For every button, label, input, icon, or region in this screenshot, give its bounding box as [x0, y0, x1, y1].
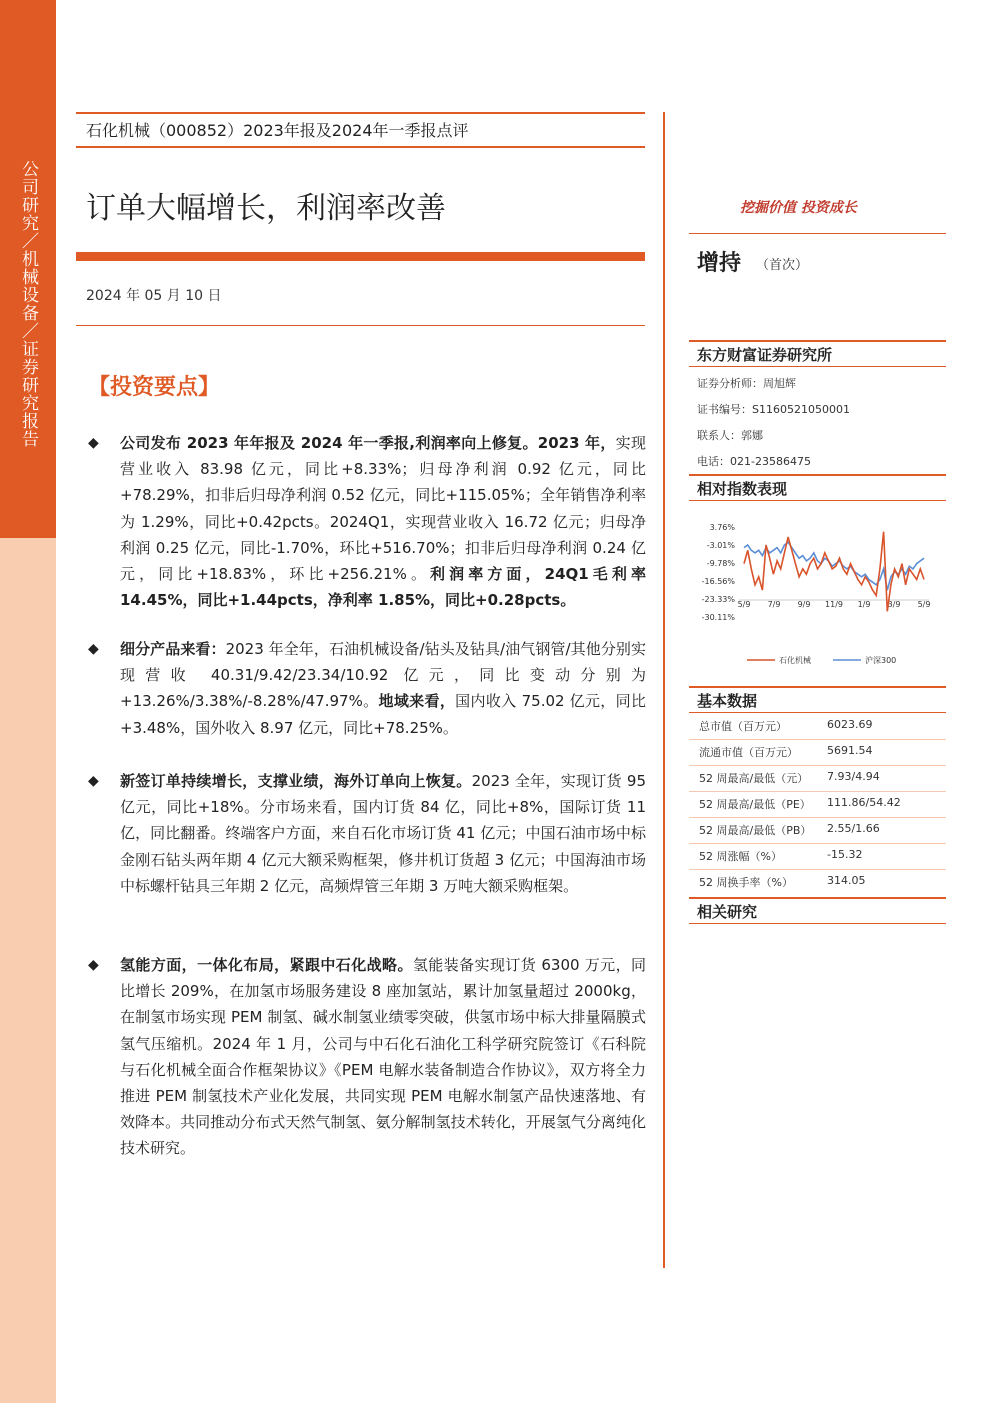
related-title: 相关研究: [697, 903, 758, 921]
y-tick-label: -16.56%: [701, 577, 735, 586]
cert-number: 证书编号：S1160521050001: [697, 403, 850, 416]
basic-rule: [689, 686, 946, 688]
chart-rule: [689, 474, 946, 476]
basic-data-key: 总市值（百万元）: [699, 720, 787, 733]
legend-label: 石化机械: [779, 656, 811, 665]
bullet-tail: 地域来看，: [378, 692, 456, 711]
basic-data-key: 52 周最高/最低（元）: [699, 772, 809, 785]
column-divider: [663, 112, 665, 1268]
header-rule-bottom: [76, 146, 645, 148]
basic-data-key: 52 周最高/最低（PB）: [699, 824, 812, 837]
page-title: 订单大幅增长，利润率改善: [86, 191, 446, 226]
basic-data-key: 52 周最高/最低（PE）: [699, 798, 811, 811]
basic-data-value: -15.32: [827, 848, 863, 861]
institute-name: 东方财富证券研究所: [697, 346, 833, 364]
sidebar-label: 公司研究／机械设备／证券研究报告: [18, 160, 38, 448]
report-subtitle: 石化机械（000852）2023年报及2024年一季报点评: [86, 121, 469, 140]
row-divider: [689, 765, 946, 766]
basic-data-value: 5691.54: [827, 744, 873, 757]
basic-rule-bottom: [689, 712, 946, 713]
date-rule: [76, 325, 645, 326]
bullet-lead: 氢能方面，一体化布局，紧跟中石化战略。: [120, 956, 413, 974]
diamond-icon: ◆: [88, 641, 99, 657]
bullet-body: 氢能装备实现订货 6300 万元，同比增长 209%，在加氢市场服务建设 8 座加氢站，累计加氢量超过 2000kg，在制氢市场实现 PEM 制氢、碱水制氢业绩零突破，供氢市场中标大排量隔膜式氢气压缩机。2024 年 1 月，公司与中石化石油化工科学研究院签订《石科院与石化机械全面合作框架协议》《PEM 电解水装备制造合作协议》，双方将全力推进 PEM 制氢技术产业化发展，共同实现 PEM 电解水制氢产品快速落地、有效降本。共同推动分布式天然气制氢、氨分解制氢技术转化，开展氢气分离纯化技术研究。: [120, 956, 646, 1158]
basic-data-value: 7.93/4.94: [827, 770, 880, 783]
rating-rule: [689, 233, 946, 234]
analyst: 证券分析师：周旭辉: [697, 377, 796, 390]
bullet-lead: 公司发布 2023 年年报及 2024 年一季报,利润率向上修复。2023 年，: [120, 434, 616, 452]
related-rule-bottom: [689, 923, 946, 924]
title-bar: [76, 252, 645, 261]
basic-data-key: 52 周换手率（%）: [699, 876, 793, 889]
x-tick-label: 3/9: [887, 600, 901, 609]
y-tick-label: 3.76%: [709, 523, 735, 532]
bullet-body: 2023 年全年，石油机械设备/钻头及钻具/油气钢管/其他分别实现营收 40.31/9.42/23.34/10.92 亿元，同比变动分别为+13.26%/3.38%/-8.28%/47.97%。: [120, 640, 646, 711]
y-tick-label: -30.11%: [701, 613, 735, 622]
x-tick-label: 5/9: [737, 600, 751, 609]
institute-rule: [689, 340, 946, 342]
bullet-item: [88, 636, 646, 741]
bullet-item: [88, 430, 646, 613]
bullet-body-2: 国内收入 75.02 亿元，同比+3.48%，国外收入 8.97 亿元，同比+78.25%。: [120, 692, 646, 737]
row-divider: [689, 869, 946, 870]
relative-index-chart: [689, 510, 946, 680]
y-tick-label: -9.78%: [706, 559, 735, 568]
institute-rule-bottom: [689, 366, 946, 367]
x-tick-label: 5/9: [917, 600, 931, 609]
bullet-tail: 利润率方面，24Q1毛利率 14.45%，同比+1.44pcts，净利率 1.85%，同比+0.28pcts。: [120, 565, 646, 610]
y-tick-label: -3.01%: [706, 541, 735, 550]
row-divider: [689, 817, 946, 818]
header-rule: [76, 112, 645, 114]
x-tick-label: 11/9: [825, 600, 843, 609]
bullet-lead: 细分产品来看：: [120, 640, 226, 658]
rating-label: 增持: [697, 251, 742, 276]
row-divider: [689, 739, 946, 740]
contact: 联系人：郭娜: [697, 429, 763, 442]
chart-rule-bottom: [689, 500, 946, 501]
basic-data-value: 2.55/1.66: [827, 822, 880, 835]
basic-data-value: 111.86/54.42: [827, 796, 901, 809]
row-divider: [689, 791, 946, 792]
related-rule: [689, 897, 946, 899]
diamond-icon: ◆: [88, 773, 99, 789]
x-tick-label: 9/9: [797, 600, 811, 609]
row-divider: [689, 843, 946, 844]
bullet-lead: 新签订单持续增长，支撑业绩，海外订单向上恢复。: [120, 772, 472, 790]
bullet-item: [88, 768, 646, 899]
legend-label: 沪深300: [865, 656, 897, 665]
basic-data-key: 流通市值（百万元）: [699, 746, 798, 759]
x-tick-label: 7/9: [767, 600, 781, 609]
basic-data-title: 基本数据: [697, 692, 758, 710]
basic-data-value: 314.05: [827, 874, 866, 887]
sidebar-band-light: [0, 538, 56, 1403]
basic-data-key: 52 周涨幅（%）: [699, 850, 782, 863]
x-tick-label: 1/9: [857, 600, 871, 609]
report-date: 2024 年 05 月 10 日: [86, 288, 222, 304]
slogan: 挖掘价值 投资成长: [740, 200, 857, 216]
diamond-icon: ◆: [88, 957, 99, 973]
diamond-icon: ◆: [88, 435, 99, 451]
bullet-body: 实现营业收入 83.98 亿元，同比+8.33%；归母净利润 0.92 亿元，同比+78.29%，扣非后归母净利润 0.52 亿元，同比+115.05%；全年销售净利率为 1.29%，同比+0.42pcts。2024Q1，实现营业收入 16.72 亿元；归母净利润 0.25 亿元，同比-1.70%，环比+516.70%；扣非后归母净利润 0.24 亿元，同比+18.83%，环比+256.21%。: [120, 434, 646, 584]
bullet-item: [88, 952, 646, 1162]
basic-data-value: 6023.69: [827, 718, 873, 731]
phone: 电话：021-23586475: [697, 455, 811, 468]
bullet-body: 2023 全年，实现订货 95 亿元，同比+18%。分市场来看，国内订货 84 亿，同比+8%，国际订货 11 亿，同比翻番。终端客户方面，来自石化市场订货 41 亿元；中国石油市场中标金刚石钻头两年期 4 亿元大额采购框架，修井机订货超 3 亿元；中国海油市场中标螺杆钻具三年期 2 亿元，高频焊管三年期 3 万吨大额采购框架。: [120, 772, 646, 895]
chart-section-title: 相对指数表现: [697, 480, 788, 498]
section-heading: 【投资要点】: [88, 375, 221, 400]
y-tick-label: -23.33%: [701, 595, 735, 604]
rating-sub: （首次）: [756, 258, 809, 273]
